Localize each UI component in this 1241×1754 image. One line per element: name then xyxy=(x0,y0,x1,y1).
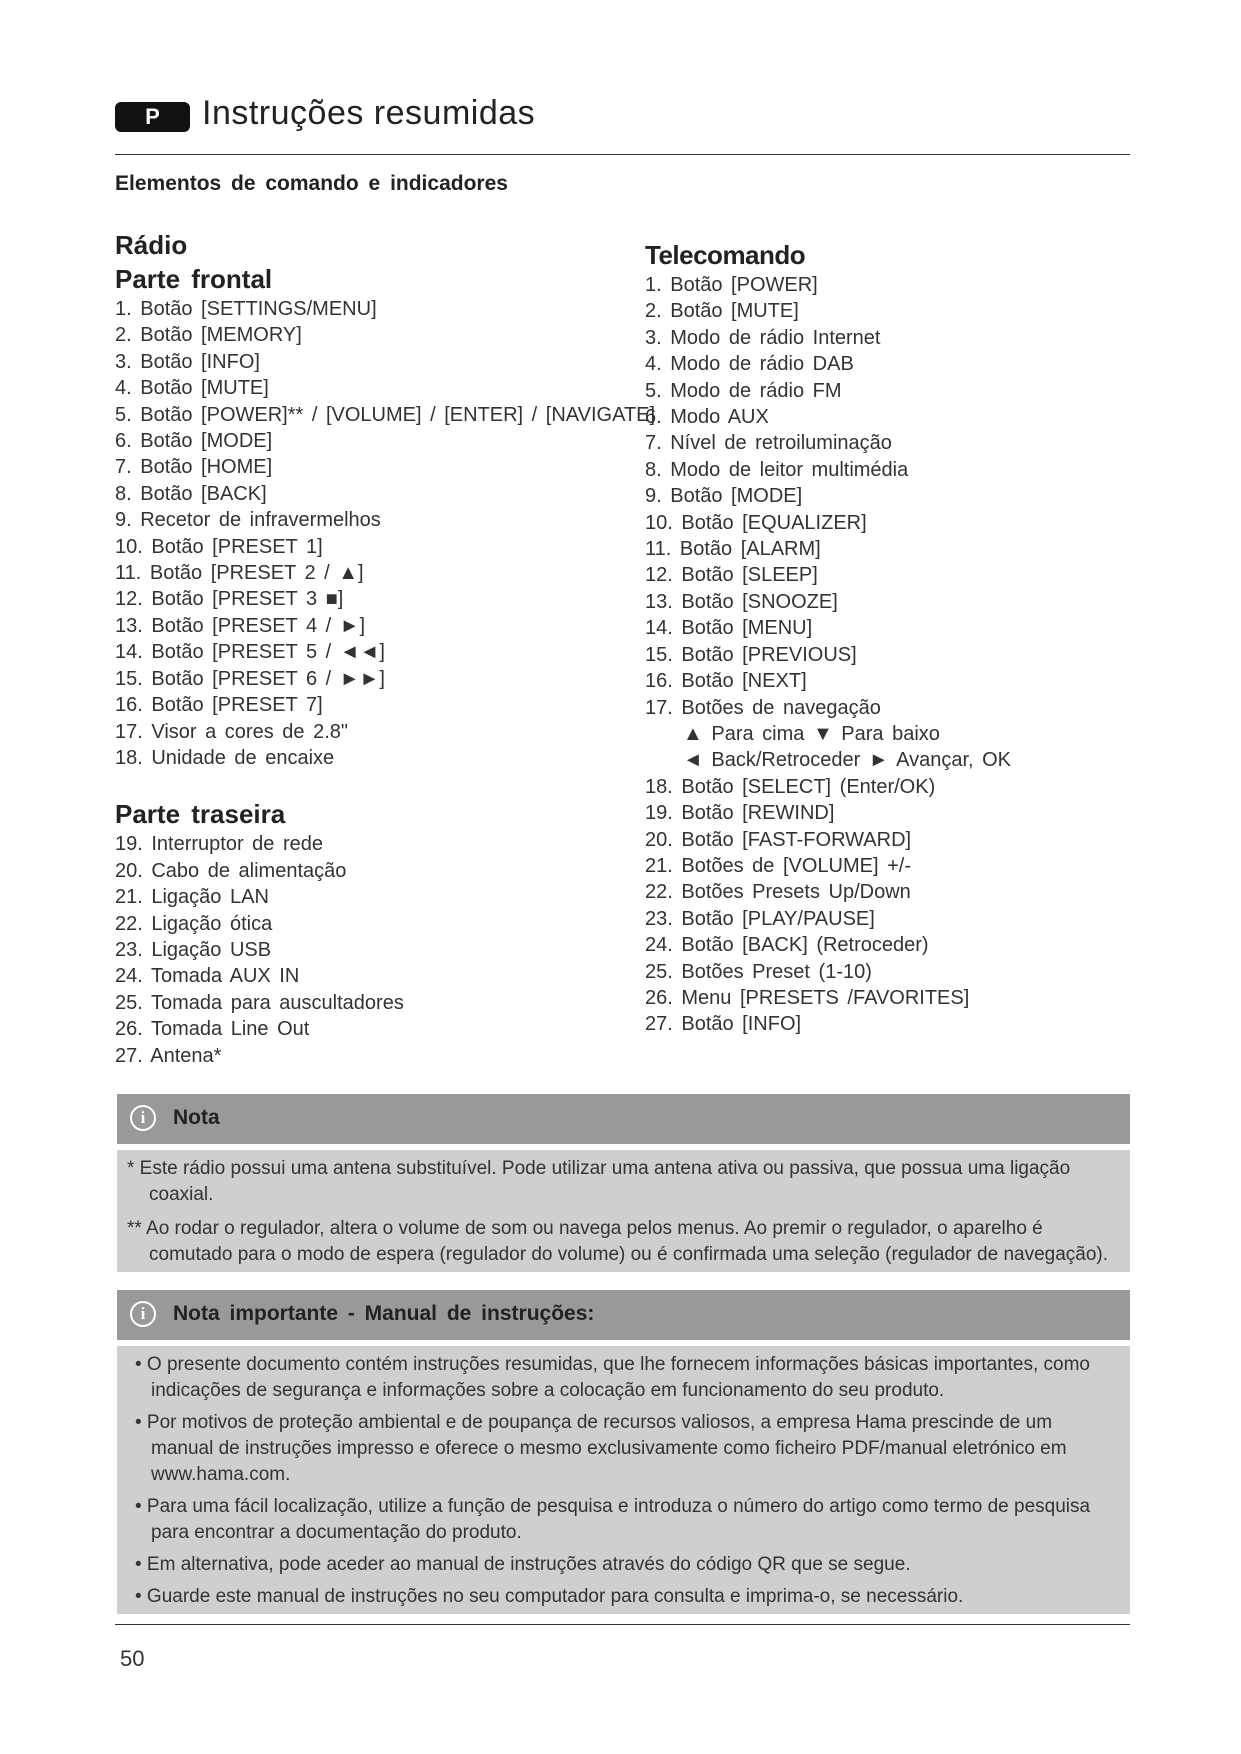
list-item: 9. Botão [MODE] xyxy=(645,485,803,508)
bullet-item: • Guarde este manual de instruções no seu computador para consulta e imprima-o, se necessário. xyxy=(135,1586,964,1607)
list-item: 21. Botões de [VOLUME] +/- xyxy=(645,854,912,877)
list-item: 10. Botão [PRESET 1] xyxy=(115,535,323,558)
list-item: 16. Botão [NEXT] xyxy=(645,670,807,693)
list-item: 14. Botão [PRESET 5 / ◄◄] xyxy=(115,641,385,664)
front-panel-list xyxy=(115,296,656,771)
important-note-body xyxy=(117,1346,1130,1614)
remote-heading: Telecomando xyxy=(645,240,806,270)
note-header xyxy=(117,1094,1130,1144)
list-item: 2. Botão [MEMORY] xyxy=(115,324,302,347)
list-item: 1. Botão [SETTINGS/MENU] xyxy=(115,298,377,320)
list-item: 16. Botão [PRESET 7] xyxy=(115,694,323,717)
list-item: 4. Botão [MUTE] xyxy=(115,377,269,400)
list-item: 27. Botão [INFO] xyxy=(645,1013,802,1036)
bullet-item: • Por motivos de proteção ambiental e de poupança de recursos valiosos, a empresa Hama prescinde de um manual de instruções impresso e oferece o mesmo exclusivamente como ficheiro PDF/manual eletrónico em www.hama.com. xyxy=(135,1412,1067,1485)
list-item: 27. Antena* xyxy=(115,1044,222,1067)
list-item: 22. Botões Presets Up/Down xyxy=(645,881,911,904)
list-item: 21. Ligação LAN xyxy=(115,886,269,909)
note-box xyxy=(117,1094,1130,1272)
list-item: 23. Ligação USB xyxy=(115,938,272,961)
list-item: 24. Botão [BACK] (Retroceder) xyxy=(645,934,929,957)
list-item: ◄ Back/Retroceder ► Avançar, OK xyxy=(683,749,1012,772)
rear-panel-heading: Parte traseira xyxy=(115,799,286,830)
list-item: 4. Modo de rádio DAB xyxy=(645,353,854,376)
bullet-item: • O presente documento contém instruções resumidas, que lhe fornecem informações básicas importantes, como indicações de segurança e informações sobre a colocação em funcionamento do seu produto. xyxy=(135,1354,1091,1401)
list-item: 19. Interruptor de rede xyxy=(115,833,324,856)
list-item: 17. Visor a cores de 2.8" xyxy=(115,720,348,743)
list-item: 8. Modo de leitor multimédia xyxy=(645,458,909,481)
note-line: * Este rádio possui uma antena substituível. Pode utilizar uma antena ativa ou passiva, que possua uma ligação coaxial. xyxy=(127,1158,1071,1205)
rear-panel-list xyxy=(115,831,635,1069)
list-item: 14. Botão [MENU] xyxy=(645,617,813,640)
list-item: 24. Tomada AUX IN xyxy=(115,965,300,988)
list-item: 15. Botão [PREVIOUS] xyxy=(645,643,857,666)
list-item: 2. Botão [MUTE] xyxy=(645,300,799,323)
list-item: 8. Botão [BACK] xyxy=(115,482,267,505)
remote-column xyxy=(645,238,1125,1038)
list-item: 18. Unidade de encaixe xyxy=(115,746,335,769)
radio-column xyxy=(115,228,656,1069)
info-icon: i xyxy=(130,1105,156,1131)
list-item: 6. Modo AUX xyxy=(645,406,769,429)
list-item: 5. Botão [POWER]** / [VOLUME] / [ENTER] / [NAVIGATE] xyxy=(115,403,656,426)
list-item: 20. Botão [FAST-FORWARD] xyxy=(645,828,912,851)
list-item: 13. Botão [SNOOZE] xyxy=(645,590,838,613)
list-item: 22. Ligação ótica xyxy=(115,912,273,935)
list-item: 26. Tomada Line Out xyxy=(115,1018,310,1041)
list-item: 19. Botão [REWIND] xyxy=(645,802,835,825)
list-item: 7. Botão [HOME] xyxy=(115,456,273,479)
bullet-item: • Em alternativa, pode aceder ao manual de instruções através do código QR que se segue. xyxy=(135,1554,911,1575)
radio-heading: Rádio xyxy=(115,230,188,260)
note-line: ** Ao rodar o regulador, altera o volume de som ou navega pelos menus. Ao premir o regulador, o aparelho é comutado para o modo de espera (regulador do volume) ou é confirmada uma seleção (regulador de navegação). xyxy=(127,1218,1109,1265)
front-panel-heading: Parte frontal xyxy=(115,264,273,294)
header-divider xyxy=(115,154,1130,155)
page-title: Instruções resumidas xyxy=(202,94,536,132)
list-item: 12. Botão [SLEEP] xyxy=(645,564,818,587)
list-item: 25. Botões Preset (1-10) xyxy=(645,960,872,983)
list-item: 12. Botão [PRESET 3 ■] xyxy=(115,588,344,611)
info-icon: i xyxy=(130,1301,156,1327)
important-note-box xyxy=(117,1290,1130,1614)
language-badge: P xyxy=(115,102,190,132)
list-item: 26. Menu [PRESETS /FAVORITES] xyxy=(645,986,970,1009)
list-item: 17. Botões de navegação xyxy=(645,696,881,719)
list-item: 13. Botão [PRESET 4 / ►] xyxy=(115,614,366,637)
list-item: 18. Botão [SELECT] (Enter/OK) xyxy=(645,775,936,798)
note-title: Nota xyxy=(173,1106,220,1129)
list-item: 11. Botão [ALARM] xyxy=(645,538,821,561)
list-item: 3. Modo de rádio Internet xyxy=(645,326,881,349)
list-item: 3. Botão [INFO] xyxy=(115,350,260,373)
page-number: 50 xyxy=(120,1646,145,1671)
important-note-header xyxy=(117,1290,1130,1340)
list-item: 11. Botão [PRESET 2 / ▲] xyxy=(115,562,364,585)
remote-list xyxy=(645,272,1125,1038)
list-item: 9. Recetor de infravermelhos xyxy=(115,509,381,532)
list-item: 6. Botão [MODE] xyxy=(115,430,273,453)
list-item: 10. Botão [EQUALIZER] xyxy=(645,511,867,534)
list-item: 5. Modo de rádio FM xyxy=(645,379,842,402)
note-body xyxy=(117,1150,1130,1272)
list-item: 23. Botão [PLAY/PAUSE] xyxy=(645,907,875,930)
list-item: 20. Cabo de alimentação xyxy=(115,859,347,882)
footer-divider xyxy=(115,1624,1130,1625)
important-note-title: Nota importante - Manual de instruções: xyxy=(173,1302,595,1325)
section-title: Elementos de comando e indicadores xyxy=(115,172,508,195)
bullet-item: • Para uma fácil localização, utilize a função de pesquisa e introduza o número do artigo como termo de pesquisa para encontrar a documentação do produto. xyxy=(135,1496,1091,1543)
list-item: 25. Tomada para auscultadores xyxy=(115,991,404,1014)
list-item: 15. Botão [PRESET 6 / ►►] xyxy=(115,667,385,690)
list-item: 7. Nível de retroiluminação xyxy=(645,432,892,455)
page-header xyxy=(115,94,1130,154)
list-item: ▲ Para cima ▼ Para baixo xyxy=(683,722,940,745)
list-item: 1. Botão [POWER] xyxy=(645,274,818,296)
